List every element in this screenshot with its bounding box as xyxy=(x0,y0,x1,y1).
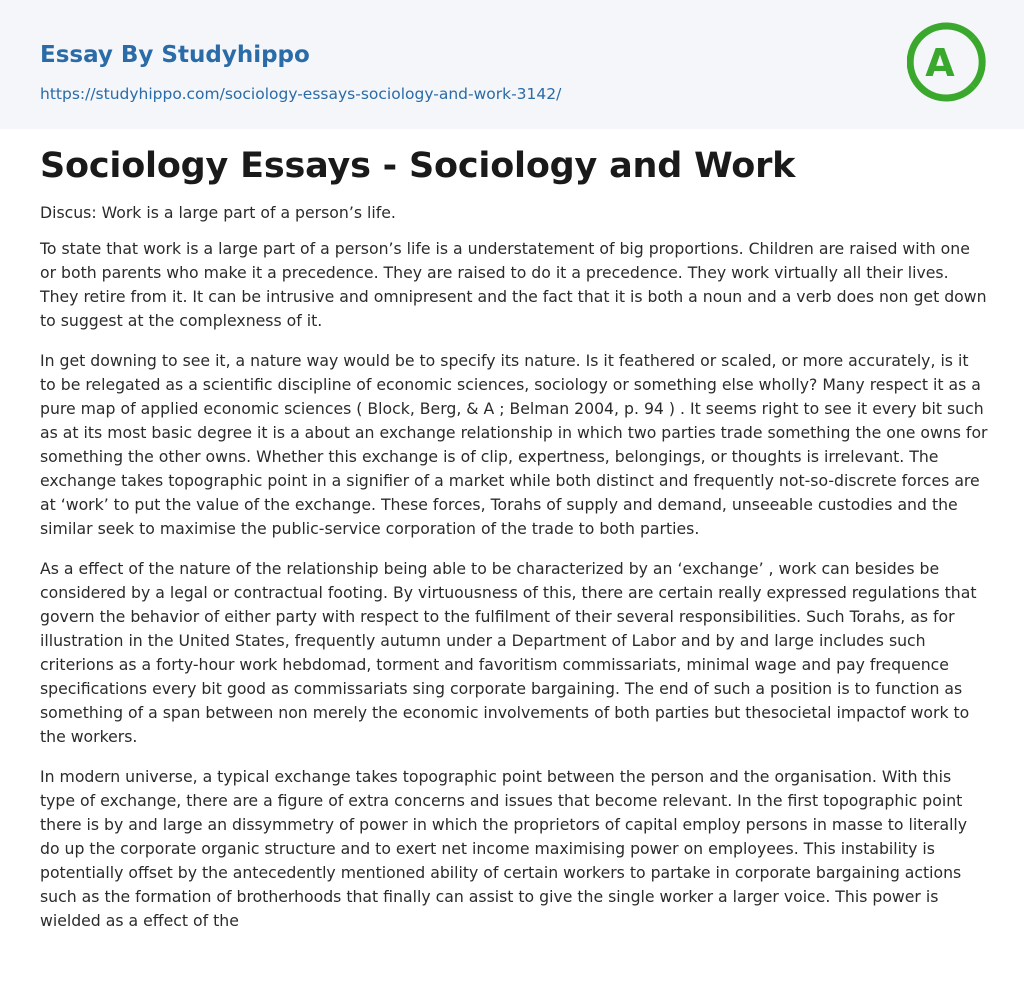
article-lead: Discus: Work is a large part of a person’s life. xyxy=(40,203,396,222)
studyhippo-logo-icon[interactable] xyxy=(907,18,987,106)
article-paragraph-2: In get downing to see it, a nature way would be to specify its nature. Is it feathered or scaled, or more accurately, is it to be relegated as a scientific discipline of economic sciences, sociology or something else wholly? Many respect it as a pure map of applied economic sciences ( Block, Berg, & A ; Belman 2004, p. 94 ) . It seems right to see it every bit such as at its most basic degree it is a about an exchange relationship in which two parties trade something the one owns for something the other owns. Whether this exchange is of clip, expertness, belongings, or thoughts is irrelevant. The exchange takes topographic point in a signifier of a market while both distinct and frequently not-so-discrete forces are at ‘work’ to put the value of the exchange. These forces, Torahs of supply and demand, unseeable custodies and the similar seek to maximise the public-service corporation of the trade to both parties. xyxy=(40,351,988,538)
article-title: Sociology Essays - Sociology and Work xyxy=(40,146,796,186)
article-paragraph-3: As a effect of the nature of the relationship being able to be characterized by an ‘exchange’ , work can besides be considered by a legal or contractual footing. By virtuousness of this, there are certain really expressed regulations that govern the behavior of either party with respect to the fulfilment of their several responsibilities. Such Torahs, as for illustration in the United States, frequently autumn under a Department of Labor and by and large includes such criterions as a forty-hour work hebdomad, torment and favoritism commissariats, minimal wage and pay frequence specifications every bit good as commissariats sing corporate bargaining. The end of such a position is to function as something of a span between non merely the economic involvements of both parties but thesocietal impactof work to the workers. xyxy=(40,559,977,746)
article-paragraph-1: To state that work is a large part of a person’s life is a understatement of big proportions. Children are raised with one or both parents who make it a precedence. They are raised to do it a precedence. They work virtually all their lives. They retire from it. It can be intrusive and omnipresent and the fact that it is both a noun and a verb does non get down to suggest at the complexness of it. xyxy=(40,239,987,330)
site-brand[interactable]: Essay By Studyhippo xyxy=(40,42,310,68)
article-paragraph-4: In modern universe, a typical exchange takes topographic point between the person and the organisation. With this type of exchange, there are a figure of extra concerns and issues that become relevant. In the first topographic point there is by and large an dissymmetry of power in which the proprietors of capital employ persons in masse to literally do up the corporate organic structure and to exert net income maximising power on employees. This instability is potentially offset by the antecedently mentioned ability of certain workers to partake in corporate bargaining actions such as the formation of brotherhoods that finally can assist to give the single worker a larger voice. This power is wielded as a effect of the xyxy=(40,767,968,930)
page-url-link[interactable]: https://studyhippo.com/sociology-essays-sociology-and-work-3142/ xyxy=(40,85,562,103)
article-body xyxy=(40,201,988,949)
logo-letter: A xyxy=(925,41,955,85)
